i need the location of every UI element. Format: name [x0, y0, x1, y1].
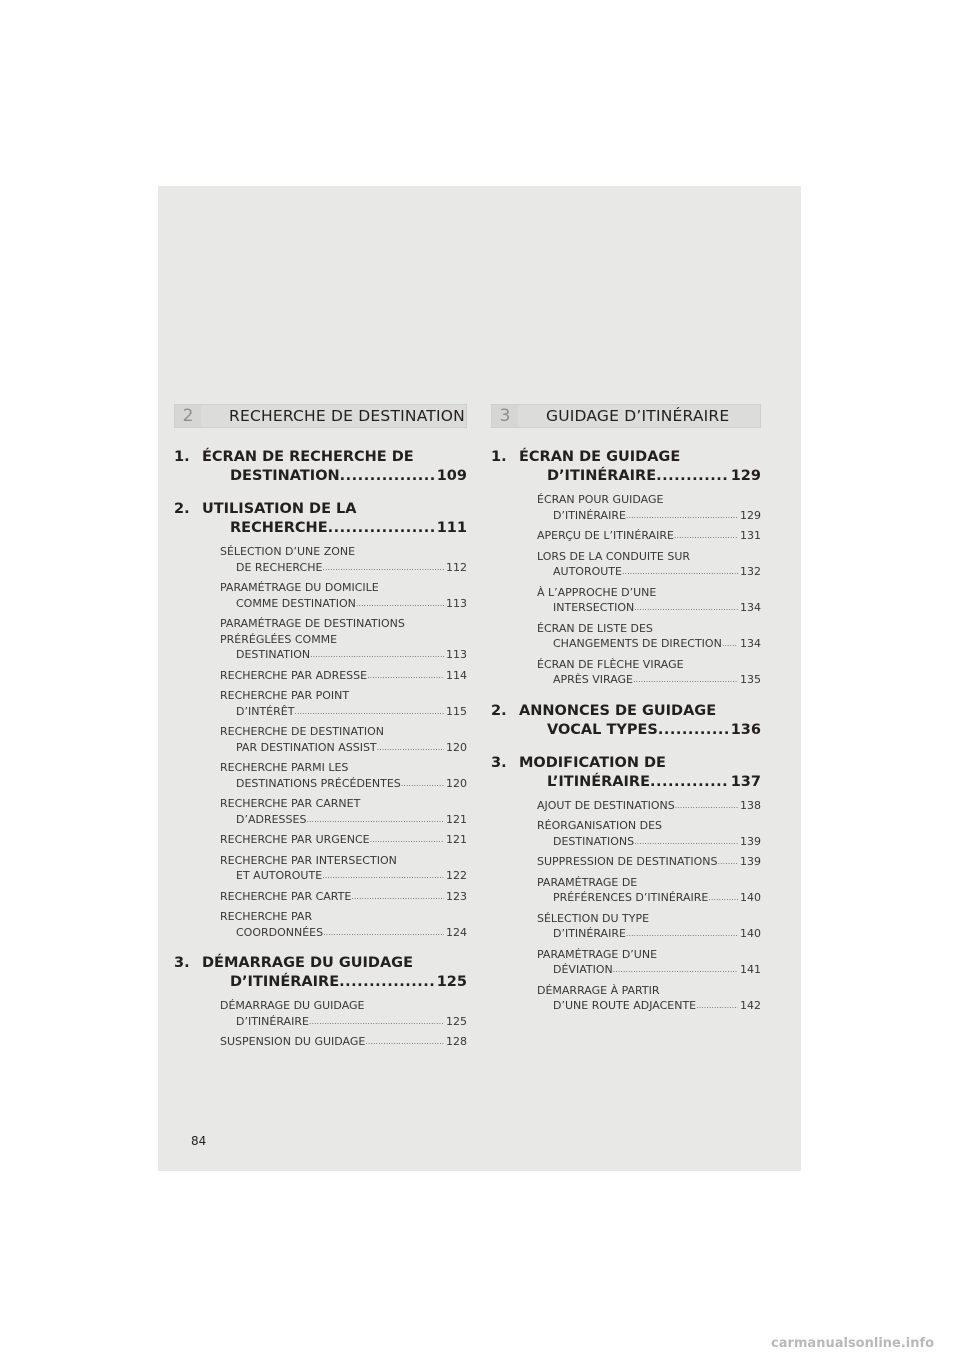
- toc-page-number: 139: [740, 834, 761, 848]
- toc-subentry-label: RECHERCHE DE DESTINATION: [220, 725, 385, 738]
- toc-page-number: 114: [446, 668, 467, 682]
- toc-subentry[interactable]: [220, 760, 467, 791]
- toc-page-number: 111: [436, 520, 467, 536]
- toc-page-number: 129: [730, 468, 761, 484]
- toc-chapter-line: [174, 500, 467, 519]
- toc-subentry-label: DESTINATIONS: [553, 834, 635, 848]
- toc-subentry-line: [537, 600, 761, 616]
- toc-subentry-label: PRÉFÉRENCES D’ITINÉRAIRE: [553, 891, 709, 904]
- toc-subentry-label: ÉCRAN DE LISTE DES: [537, 621, 653, 635]
- toc-subentry[interactable]: [537, 549, 761, 580]
- toc-page-number: 112: [446, 560, 467, 574]
- toc-subentry-line: [537, 962, 761, 978]
- toc-subentry-line: [220, 925, 467, 941]
- toc-chapter-line: [174, 467, 467, 486]
- toc-leader-dots: [626, 508, 738, 524]
- toc-leader-dots: [656, 467, 729, 486]
- toc-leader-dots: [658, 721, 729, 740]
- section-number: 2: [175, 405, 201, 427]
- toc-chapter-label: VOCAL TYPES: [547, 721, 658, 738]
- toc-leader-dots: [708, 890, 738, 906]
- toc-leader-dots: [634, 600, 738, 616]
- toc-chapter-number: 1.: [174, 449, 190, 465]
- toc-chapter-title: [491, 448, 761, 486]
- toc-subentry-line: [537, 636, 761, 652]
- toc-subentry[interactable]: [220, 616, 467, 663]
- table-of-contents: [174, 448, 467, 1050]
- toc-subentry[interactable]: [220, 724, 467, 755]
- toc-leader-dots: [306, 812, 444, 828]
- toc-chapter-label: RECHERCHE: [230, 520, 328, 536]
- section-header: [491, 404, 761, 428]
- toc-page-number: 134: [740, 601, 761, 614]
- toc-subentry[interactable]: [220, 580, 467, 611]
- toc-chapter-line: [491, 702, 761, 721]
- toc-page-number: 121: [446, 812, 467, 826]
- toc-subentry-label: RECHERCHE PAR URGENCE: [220, 833, 370, 846]
- section-2-column: [174, 404, 467, 1064]
- toc-chapter-title: [174, 500, 467, 538]
- toc-chapter-number: 3.: [174, 955, 190, 971]
- toc-subentry-line: [537, 834, 761, 850]
- section-title: GUIDAGE D’ITINÉRAIRE: [546, 407, 730, 425]
- toc-chapter-line: [491, 721, 761, 740]
- toc-leader-dots: [650, 773, 729, 792]
- toc-subentry-line: [537, 672, 761, 688]
- toc-page-number: 124: [446, 925, 467, 939]
- toc-subentry-line: [537, 998, 761, 1014]
- toc-leader-dots: [365, 1034, 444, 1050]
- toc-chapter-line: [174, 973, 467, 992]
- toc-leader-dots: [718, 854, 738, 870]
- toc-subentry-label: SUSPENSION DU GUIDAGE: [220, 1035, 366, 1048]
- toc-leader-dots: [356, 596, 444, 612]
- toc-page-number: 132: [740, 565, 761, 578]
- toc-subentries: [491, 492, 761, 688]
- toc-subentry[interactable]: [220, 688, 467, 719]
- toc-leader-dots: [328, 519, 435, 538]
- toc-subentry-label: D’UNE ROUTE ADJACENTE: [553, 999, 697, 1012]
- toc-leader-dots: [339, 973, 435, 992]
- toc-leader-dots: [633, 672, 738, 688]
- toc-subentry-label: À L’APPROCHE D’UNE: [537, 585, 657, 599]
- toc-chapter-line: [491, 448, 761, 467]
- toc-leader-dots: [696, 998, 738, 1014]
- toc-subentry-line: [537, 798, 761, 814]
- toc-subentry-label: D’ITINÉRAIRE: [553, 927, 626, 940]
- toc-subentry-label: COMME DESTINATION: [236, 596, 356, 610]
- toc-chapter-entry[interactable]: [174, 448, 467, 486]
- toc-page-number: 115: [446, 704, 467, 718]
- toc-subentry[interactable]: [537, 875, 761, 906]
- toc-page-number: 122: [446, 869, 467, 882]
- toc-subentry-line: [220, 647, 467, 663]
- toc-chapter-title: [491, 754, 761, 792]
- toc-chapter-number: 3.: [491, 754, 507, 771]
- toc-page-number: 109: [436, 468, 467, 484]
- toc-page-number: 139: [740, 855, 761, 868]
- toc-subentry[interactable]: [537, 854, 761, 870]
- toc-chapter-entry[interactable]: [174, 954, 467, 1050]
- toc-subentry-label: PARAMÉTRAGE D’UNE: [537, 947, 658, 961]
- toc-subentry-line: [537, 890, 761, 906]
- toc-subentry[interactable]: [537, 492, 761, 523]
- toc-subentry-line: [537, 854, 761, 870]
- toc-chapter-line: [491, 754, 761, 773]
- toc-chapter-entry[interactable]: [491, 448, 761, 688]
- toc-leader-dots: [323, 925, 444, 941]
- toc-page-number: 113: [446, 596, 467, 610]
- toc-leader-dots: [634, 834, 738, 850]
- toc-page-number: 134: [740, 637, 761, 650]
- toc-subentries: [174, 544, 467, 940]
- toc-subentry-label: ÉCRAN DE FLÈCHE VIRAGE: [537, 657, 684, 671]
- toc-leader-dots: [309, 1014, 444, 1030]
- toc-subentry-label: RÉORGANISATION DES: [537, 819, 663, 832]
- toc-leader-dots: [674, 528, 738, 544]
- toc-leader-dots: [401, 776, 444, 792]
- toc-subentry-line: [220, 560, 467, 576]
- toc-chapter-label: ÉCRAN DE RECHERCHE DE: [202, 449, 414, 465]
- toc-subentry-label: PRÉRÉGLÉES COMME: [220, 632, 338, 646]
- toc-leader-dots: [626, 926, 738, 942]
- toc-subentry-label: RECHERCHE PAR CARTE: [220, 889, 352, 903]
- toc-subentry-label: PARAMÉTRAGE DU DOMICILE: [220, 581, 379, 594]
- toc-subentry-label: DESTINATIONS PRÉCÉDENTES: [236, 776, 401, 790]
- toc-page-number: 142: [740, 999, 761, 1012]
- toc-chapter-title: [174, 448, 467, 486]
- toc-page-number: 120: [446, 776, 467, 790]
- toc-subentry-line: [220, 596, 467, 612]
- toc-leader-dots: [675, 798, 738, 814]
- toc-subentry-line: [220, 668, 467, 684]
- toc-subentry-label: APRÈS VIRAGE: [553, 673, 634, 686]
- page-number: 84: [191, 1134, 207, 1148]
- toc-leader-dots: [322, 560, 444, 576]
- toc-chapter-label: ÉCRAN DE GUIDAGE: [519, 449, 681, 465]
- toc-leader-dots: [340, 467, 435, 486]
- toc-leader-dots: [722, 636, 738, 652]
- toc-subentry-label: INTERSECTION: [553, 601, 635, 614]
- toc-subentry[interactable]: [537, 528, 761, 544]
- toc-subentry[interactable]: [220, 909, 467, 940]
- section-title: RECHERCHE DE DESTINATION: [229, 407, 465, 425]
- toc-chapter-entry[interactable]: [174, 500, 467, 940]
- toc-subentry-line: [220, 868, 467, 884]
- toc-subentries: [491, 798, 761, 1014]
- toc-chapter-title: [491, 702, 761, 740]
- toc-chapter-number: 2.: [174, 501, 190, 517]
- toc-chapter-label: DESTINATION: [230, 468, 340, 484]
- toc-chapter-entry[interactable]: [491, 702, 761, 740]
- toc-subentry[interactable]: [537, 798, 761, 814]
- toc-subentry-label: D’ITINÉRAIRE: [236, 1014, 309, 1028]
- toc-subentry-line: [220, 832, 467, 848]
- table-of-contents: [491, 448, 761, 1014]
- toc-subentry-label: D’ADRESSES: [236, 812, 307, 826]
- toc-subentry[interactable]: [537, 621, 761, 652]
- watermark: carmanualsonline.info: [771, 1336, 935, 1351]
- toc-subentry-label: SÉLECTION D’UNE ZONE: [220, 545, 356, 558]
- toc-page-number: 129: [740, 508, 761, 522]
- toc-chapter-number: 2.: [491, 702, 507, 719]
- toc-subentry-label: AJOUT DE DESTINATIONS: [537, 798, 675, 812]
- toc-page-number: 140: [740, 927, 761, 940]
- toc-subentry-label: RECHERCHE PAR ADRESSE: [220, 668, 368, 682]
- toc-chapter-line: [174, 954, 467, 973]
- toc-subentry-label: PARAMÉTRAGE DE DESTINATIONS: [220, 617, 405, 630]
- toc-chapter-title: [174, 954, 467, 992]
- toc-page-number: 125: [446, 1014, 467, 1028]
- toc-subentry-label: COORDONNÉES: [236, 925, 324, 939]
- toc-subentry[interactable]: [537, 911, 761, 942]
- section-number: 3: [492, 405, 518, 427]
- toc-chapter-entry[interactable]: [491, 754, 761, 1014]
- toc-chapter-label: DÉMARRAGE DU GUIDAGE: [202, 955, 413, 971]
- toc-chapter-line: [491, 773, 761, 792]
- toc-subentry-line: [220, 889, 467, 905]
- toc-subentry-label: LORS DE LA CONDUITE SUR: [537, 549, 691, 563]
- toc-page-number: 140: [740, 891, 761, 904]
- toc-subentry[interactable]: [537, 585, 761, 616]
- toc-page-number: 121: [446, 833, 467, 846]
- toc-subentry[interactable]: [220, 998, 467, 1029]
- section-3-column: [491, 404, 761, 1028]
- toc-leader-dots: [622, 564, 738, 580]
- toc-subentries: [174, 998, 467, 1050]
- toc-chapter-line: [174, 519, 467, 538]
- toc-page-number: 120: [446, 740, 467, 754]
- toc-subentry-label: DÉVIATION: [553, 963, 613, 976]
- toc-subentry-label: AUTOROUTE: [553, 565, 622, 578]
- toc-subentry-line: [220, 776, 467, 792]
- toc-subentry-line: [220, 1014, 467, 1030]
- toc-subentry-label: APERÇU DE L’ITINÉRAIRE: [537, 529, 674, 542]
- toc-page-number: 131: [740, 529, 761, 542]
- toc-subentry-label: PAR DESTINATION ASSIST: [236, 740, 377, 754]
- toc-subentry[interactable]: [220, 832, 467, 848]
- toc-subentry-label: DESTINATION: [236, 648, 311, 661]
- toc-subentry[interactable]: [220, 544, 467, 575]
- toc-subentry-label: RECHERCHE PARMI LES: [220, 761, 349, 774]
- toc-subentry-label: SÉLECTION DU TYPE: [537, 911, 650, 925]
- toc-subentry-label: ET AUTOROUTE: [236, 869, 323, 882]
- toc-subentry[interactable]: [220, 889, 467, 905]
- toc-subentry-line: [537, 564, 761, 580]
- toc-subentry-label: DE RECHERCHE: [236, 560, 323, 574]
- toc-leader-dots: [370, 832, 444, 848]
- toc-subentry-label: DÉMARRAGE DU GUIDAGE: [220, 999, 365, 1012]
- toc-subentry-label: DÉMARRAGE À PARTIR: [537, 983, 660, 997]
- toc-subentry-label: D’INTÉRÊT: [236, 704, 295, 718]
- toc-chapter-line: [174, 448, 467, 467]
- toc-page-number: 137: [730, 773, 761, 790]
- toc-leader-dots: [294, 704, 444, 720]
- toc-chapter-number: 1.: [491, 449, 507, 465]
- toc-page-number: 141: [740, 963, 761, 976]
- toc-subentry-label: RECHERCHE PAR INTERSECTION: [220, 853, 397, 867]
- toc-subentry-line: [220, 740, 467, 756]
- toc-leader-dots: [322, 868, 444, 884]
- toc-chapter-label: D’ITINÉRAIRE: [547, 468, 657, 484]
- toc-subentry-label: ÉCRAN POUR GUIDAGE: [537, 493, 664, 506]
- toc-leader-dots: [377, 740, 444, 756]
- toc-page-number: 125: [436, 974, 467, 990]
- toc-subentry-label: CHANGEMENTS DE DIRECTION: [553, 637, 722, 650]
- toc-subentry-label: RECHERCHE PAR: [220, 910, 313, 923]
- toc-page-number: 136: [730, 721, 761, 738]
- toc-chapter-label: ANNONCES DE GUIDAGE: [519, 702, 717, 719]
- toc-chapter-label: D’ITINÉRAIRE: [230, 974, 340, 990]
- toc-leader-dots: [310, 647, 444, 663]
- toc-subentry[interactable]: [537, 983, 761, 1014]
- toc-page-number: 128: [446, 1035, 467, 1048]
- toc-leader-dots: [351, 889, 444, 905]
- toc-subentry-line: [220, 812, 467, 828]
- toc-chapter-line: [491, 467, 761, 486]
- toc-chapter-label: MODIFICATION DE: [519, 754, 666, 771]
- section-header: [174, 404, 467, 428]
- toc-leader-dots: [613, 962, 738, 978]
- toc-subentry[interactable]: [537, 947, 761, 978]
- toc-page-number: 123: [446, 889, 467, 903]
- toc-chapter-label: UTILISATION DE LA: [202, 501, 357, 517]
- toc-page-number: 135: [740, 673, 761, 686]
- toc-subentry-label: PARAMÉTRAGE DE: [537, 875, 638, 889]
- toc-subentry[interactable]: [537, 657, 761, 688]
- toc-subentry[interactable]: [220, 668, 467, 684]
- toc-subentry-line: [537, 508, 761, 524]
- toc-subentry[interactable]: [537, 818, 761, 849]
- toc-page-number: 138: [740, 798, 761, 812]
- toc-subentry-line: [220, 1034, 467, 1050]
- toc-subentry-line: [537, 926, 761, 942]
- toc-subentry-label: D’ITINÉRAIRE: [553, 508, 626, 522]
- toc-subentry-line: [537, 528, 761, 544]
- toc-subentry-label: SUPPRESSION DE DESTINATIONS: [537, 855, 718, 868]
- toc-leader-dots: [367, 668, 444, 684]
- toc-subentry-label: RECHERCHE PAR POINT: [220, 689, 350, 702]
- toc-subentry-line: [220, 704, 467, 720]
- toc-subentry-label: RECHERCHE PAR CARNET: [220, 797, 361, 810]
- toc-subentry[interactable]: [220, 1034, 467, 1050]
- toc-page-number: 113: [446, 648, 467, 661]
- toc-chapter-label: L’ITINÉRAIRE: [547, 773, 650, 790]
- toc-subentry[interactable]: [220, 853, 467, 884]
- toc-subentry[interactable]: [220, 796, 467, 827]
